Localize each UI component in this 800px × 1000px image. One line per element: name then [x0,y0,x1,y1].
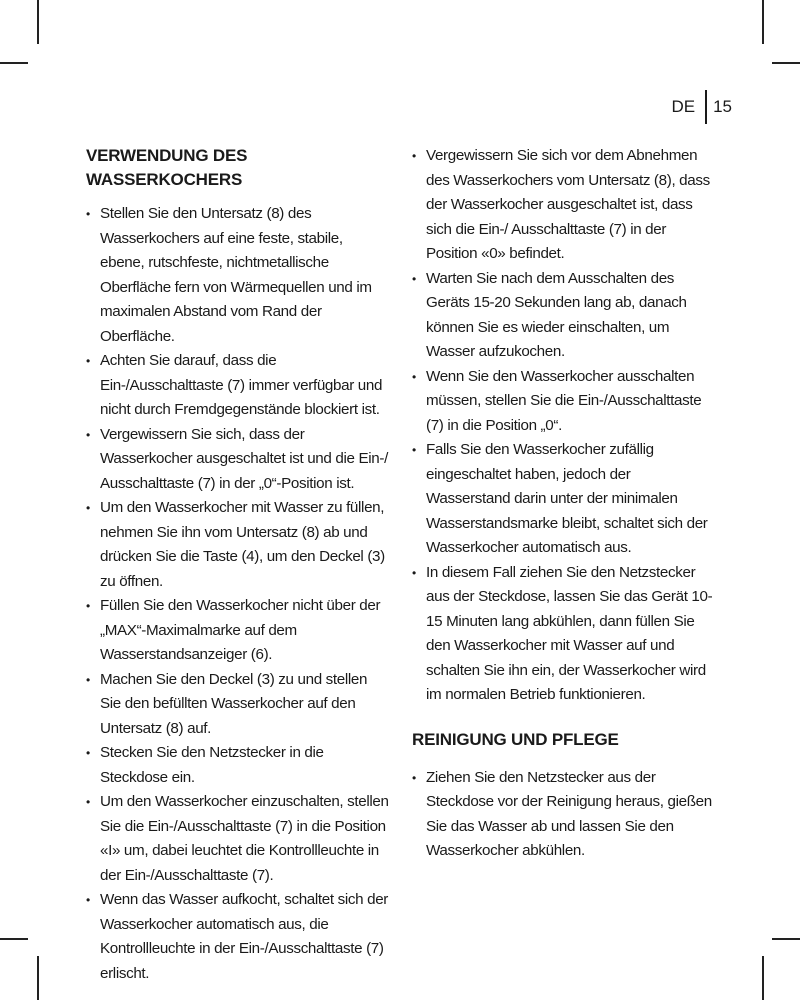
list-item [86,496,390,594]
list-item [412,438,716,561]
crop-mark-top-right-horizontal [772,62,800,64]
bullet-icon: • [412,149,416,163]
crop-mark-top-left-horizontal [0,62,28,64]
crop-mark-bottom-left-vertical [37,956,39,1000]
list-item-text: Um den Wasserkocher mit Wasser zu füllen, nehmen Sie ihn vom Untersatz (8) ab und drücken Sie die Taste (4), um den Deckel (3) zu öffnen. [100,499,385,590]
list-item-text: Füllen Sie den Wasserkocher nicht über der „MAX“-Maximalmarke auf dem Wasserstandsanzeiger (6). [100,597,381,663]
bullet-icon: • [412,369,416,384]
list-item-text: Stellen Sie den Untersatz (8) des Wasserkochers auf eine feste, stabile, ebene, rutschfeste, nichtmetallische Oberfläche fern von Wärmequellen und im maximalen Abstand vom Rand der Oberfläche. [100,205,372,345]
cleaning-list [412,766,716,864]
list-item-text: Wenn Sie den Wasserkocher ausschalten müssen, stellen Sie die Ein-/Ausschalttaste (7) in die Position „0“. [426,367,702,434]
list-item [86,594,390,668]
list-item-text: Vergewissern Sie sich, dass der Wasserkocher ausgeschaltet ist und die Ein-/ Ausschalttaste (7) in der „0“-Position ist. [100,425,388,492]
bullet-icon: • [412,443,416,457]
language-code: DE [671,97,696,116]
list-item [412,144,716,267]
list-item-text: Falls Sie den Wasserkocher zufällig eingeschaltet haben, jedoch der Wasserstand darin unter der minimalen Wasserstandsmarke bleibt, schaltet sich der Wasserkocher automatisch aus. [426,441,708,556]
bullet-icon: • [86,599,90,613]
list-item [86,888,390,986]
section-heading-cleaning: REINIGUNG UND PFLEGE [412,729,619,749]
list-item [86,668,390,742]
list-item [412,561,716,708]
bullet-icon: • [412,565,416,580]
bullet-icon: • [86,354,90,368]
list-item [86,202,390,349]
list-item-text: Achten Sie darauf, dass die Ein-/Ausschalttaste (7) immer verfügbar und nicht durch Fremdgegenstände blockiert ist. [100,352,383,418]
bullet-icon: • [86,207,90,221]
crop-mark-bottom-right-horizontal [772,938,800,940]
list-item [86,349,390,423]
bullet-icon: • [86,795,90,809]
crop-mark-bottom-left-horizontal [0,938,28,940]
right-column [412,144,716,864]
bullet-icon: • [86,672,90,687]
bullet-icon: • [86,501,90,515]
crop-mark-top-left-vertical [37,0,39,44]
crop-mark-top-right-vertical [762,0,764,44]
bullet-icon: • [86,746,90,760]
list-item-text: Vergewissern Sie sich vor dem Abnehmen des Wasserkochers vom Untersatz (8), dass der Wasserkocher ausgeschaltet ist, dass sich die Ein-/ Ausschalttaste (7) in der Position «0» befindet. [426,147,710,262]
list-item [86,790,390,888]
section-heading-usage: VERWENDUNG DES WASSERKOCHERS [86,146,248,189]
list-item-text: Machen Sie den Deckel (3) zu und stellen Sie den befüllten Wasserkocher auf den Untersatz (8) auf. [100,670,368,737]
usage-list-continued [412,144,716,708]
left-column [86,144,390,986]
list-item [412,365,716,439]
list-item-text: Wenn das Wasser aufkocht, schaltet sich der Wasserkocher automatisch aus, die Kontrollleuchte in der Ein-/Ausschalttaste (7) erlischt. [100,891,388,982]
header-divider [705,90,707,124]
list-item [86,423,390,497]
list-item-text: Warten Sie nach dem Ausschalten des Geräts 15-20 Sekunden lang ab, danach können Sie es wieder einschalten, um Wasser aufzukochen. [426,269,687,360]
list-item [86,741,390,790]
bullet-icon: • [412,770,416,785]
page-number: 15 [713,97,732,116]
bullet-icon: • [86,893,90,907]
list-item-text: Stecken Sie den Netzstecker in die Steckdose ein. [100,744,324,786]
list-item-text: Um den Wasserkocher einzuschalten, stellen Sie die Ein-/Ausschalttaste (7) in die Position «I» um, dabei leuchtet die Kontrollleuchte in der Ein-/Ausschalttaste (7). [100,793,389,884]
crop-mark-bottom-right-vertical [762,956,764,1000]
list-item-text: In diesem Fall ziehen Sie den Netzstecker aus der Steckdose, lassen Sie das Gerät 10-15 Minuten lang abkühlen, dann füllen Sie den Wasserkocher mit Wasser auf und schalten Sie ihn ein, der Wasserkocher wird im normalen Betrieb funktionieren. [426,563,713,703]
page-header [671,90,732,124]
usage-list [86,202,390,986]
list-item-text: Ziehen Sie den Netzstecker aus der Steckdose vor der Reinigung heraus, gießen Sie das Wasser ab und lassen Sie den Wasserkocher abkühlen. [426,768,712,859]
list-item [412,766,716,864]
list-item [412,267,716,365]
bullet-icon: • [86,427,90,442]
bullet-icon: • [412,271,416,286]
